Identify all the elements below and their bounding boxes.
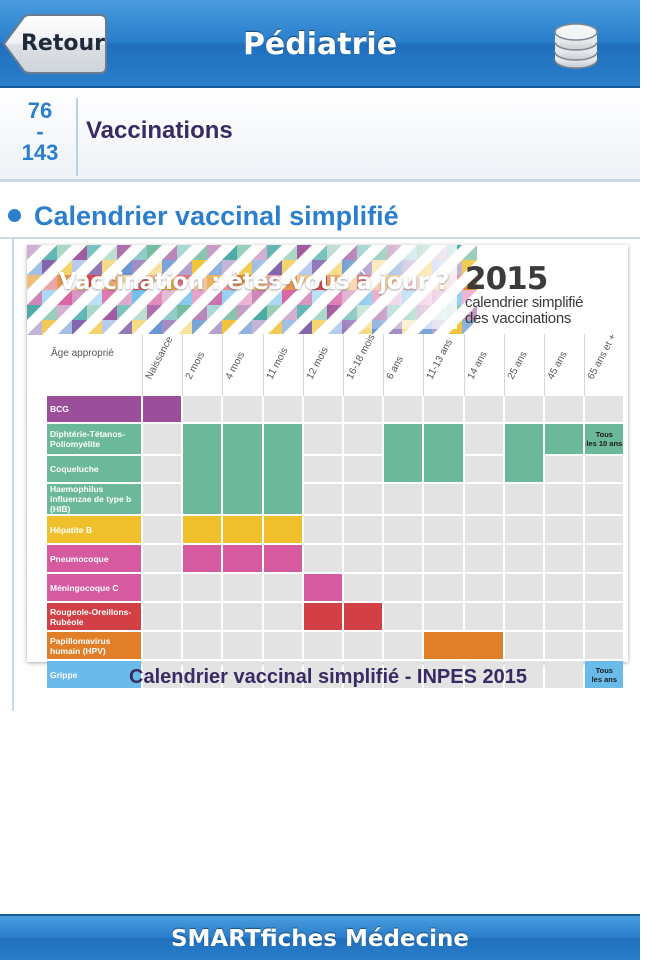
age-column-separator [303, 334, 304, 396]
vaccine-row-label [47, 516, 141, 543]
vaccine-row-label-line: influenzae de type b (HIB) [50, 494, 132, 514]
schedule-cell [384, 632, 422, 659]
schedule-cell [344, 516, 382, 543]
vaccine-row-label-line: Poliomyélite [50, 439, 101, 449]
dose-note-line: Tous [595, 665, 613, 675]
schedule-cell [304, 456, 342, 482]
dose-mark [384, 424, 422, 482]
vaccine-row-label-line: Hépatite B [50, 524, 93, 535]
age-column-separator [464, 334, 465, 396]
vaccine-row-label-line: Papillomavirus [50, 635, 111, 646]
section-title: Calendrier vaccinal simplifié [34, 201, 399, 231]
age-column-label: 11 mois [264, 345, 291, 382]
schedule-cell [304, 484, 342, 514]
schedule-cell [505, 574, 543, 601]
dose-mark [304, 574, 342, 601]
chapter-header [0, 90, 640, 182]
dose-note-line: les 10 ans [586, 439, 623, 448]
age-column-label: 14 ans [465, 349, 490, 382]
schedule-cell [545, 545, 583, 572]
schedule-cell [505, 516, 543, 543]
vaccine-row-label [47, 545, 141, 572]
schedule-cell [304, 545, 342, 572]
schedule-cell [505, 396, 543, 422]
age-column-label: 12 mois [304, 345, 331, 382]
schedule-cell [384, 574, 422, 601]
schedule-cell [505, 632, 543, 659]
schedule-cell [545, 396, 583, 422]
dose-note [585, 424, 623, 454]
dose-mark [223, 424, 261, 514]
schedule-cell [143, 424, 181, 454]
vaccine-row-label-line: Rubéole [50, 616, 84, 627]
schedule-cell [183, 574, 221, 601]
vaccine-row-label [47, 424, 141, 454]
vaccine-row-label-line: Haemophilus [50, 484, 104, 494]
age-column-label: 65 ans et + [585, 332, 619, 382]
banner-title: Vaccination : êtes-vous à jour ? [59, 269, 449, 295]
schedule-cell [465, 603, 503, 630]
dose-mark [304, 603, 342, 630]
schedule-cell [344, 396, 382, 422]
top-nav-bar [0, 0, 640, 88]
vaccine-row-label [47, 603, 141, 630]
vaccine-row-label-line: Rougeole-Oreillons- [50, 606, 132, 617]
schedule-cell [424, 484, 462, 514]
schedule-cell [465, 484, 503, 514]
back-button-label: Retour [20, 31, 105, 56]
schedule-cell [465, 456, 503, 482]
schedule-cell [384, 603, 422, 630]
schedule-cell [143, 574, 181, 601]
vaccine-row-label [47, 574, 141, 601]
range-separator: - [36, 119, 44, 144]
dose-mark [545, 424, 583, 454]
age-column-separator [504, 334, 505, 396]
schedule-cell [585, 603, 623, 630]
back-button[interactable] [2, 14, 108, 74]
dose-mark [505, 424, 543, 482]
dose-mark [183, 424, 221, 514]
schedule-cell [384, 545, 422, 572]
dose-note-line: Tous [595, 430, 613, 439]
calendar-subtitle-line1: calendrier simplifié [465, 294, 584, 311]
schedule-cell [465, 516, 503, 543]
schedule-cell [424, 516, 462, 543]
schedule-cell [585, 574, 623, 601]
age-header-label: Âge approprié [51, 348, 114, 359]
schedule-cell [264, 603, 302, 630]
vaccine-row-label-line: Méningocoque C [50, 582, 119, 593]
schedule-cell [143, 456, 181, 482]
schedule-cell [585, 516, 623, 543]
banner-tile [462, 245, 477, 260]
vaccine-row-label-line: BCG [50, 404, 69, 414]
age-column-label: Naissance [143, 334, 176, 382]
section-left-border [12, 239, 14, 711]
database-icon[interactable] [548, 20, 604, 72]
schedule-cell [143, 545, 181, 572]
schedule-cell [264, 574, 302, 601]
schedule-cell [143, 484, 181, 514]
schedule-cell [223, 574, 261, 601]
age-column-separator [343, 334, 344, 396]
schedule-cell [384, 396, 422, 422]
schedule-cell [465, 396, 503, 422]
dose-mark [264, 516, 302, 543]
calendar-year: 2015 [465, 261, 548, 297]
chapter-page-range [12, 100, 68, 163]
age-column-separator [222, 334, 223, 396]
vaccine-row-label-line: Coqueluche [50, 464, 99, 474]
schedule-cell [505, 603, 543, 630]
schedule-cell [143, 603, 181, 630]
schedule-cell [465, 545, 503, 572]
dose-note-line: les ans [591, 674, 617, 684]
age-column-label: 2 mois [183, 350, 208, 382]
schedule-cell [585, 396, 623, 422]
age-column-separator [584, 334, 585, 396]
schedule-cell [585, 456, 623, 482]
schedule-cell [585, 632, 623, 659]
schedule-cell [223, 396, 261, 422]
schedule-cell [585, 545, 623, 572]
age-column-separator [182, 334, 183, 396]
dose-mark [183, 545, 221, 572]
figure-caption: Calendrier vaccinal simplifié - INPES 2015 [129, 666, 527, 688]
schedule-cell [424, 603, 462, 630]
schedule-cell [223, 632, 261, 659]
schedule-cell [143, 632, 181, 659]
schedule-cell [304, 396, 342, 422]
schedule-cell [183, 603, 221, 630]
age-column-separator [383, 334, 384, 396]
schedule-cell [344, 574, 382, 601]
dose-mark [223, 545, 261, 572]
schedule-cell [465, 424, 503, 454]
age-column-label: 45 ans [545, 349, 570, 382]
age-column-separator [263, 334, 264, 396]
schedule-cell [304, 516, 342, 543]
vaccine-row-label-line: Pneumocoque [50, 553, 109, 564]
age-column-label: 4 mois [224, 350, 248, 382]
schedule-cell [344, 456, 382, 482]
schedule-cell [143, 516, 181, 543]
schedule-cell [344, 424, 382, 454]
dose-mark [424, 424, 462, 482]
schedule-cell [465, 574, 503, 601]
schedule-cell [384, 484, 422, 514]
schedule-cell [384, 516, 422, 543]
schedule-cell [545, 632, 583, 659]
schedule-cell [505, 545, 543, 572]
schedule-cell [424, 396, 462, 422]
page-title: Pédiatrie [242, 27, 398, 62]
schedule-cell [344, 484, 382, 514]
age-column-label: 25 ans [505, 349, 530, 382]
schedule-cell [304, 424, 342, 454]
calendar-subtitle [465, 295, 583, 327]
dose-mark [143, 396, 181, 422]
schedule-cell [424, 574, 462, 601]
schedule-cell [585, 484, 623, 514]
range-start: 76 [27, 98, 53, 123]
schedule-cell [264, 632, 302, 659]
dose-mark [264, 545, 302, 572]
vaccine-row-label-line: humain (HPV) [50, 645, 106, 656]
schedule-cell [223, 603, 261, 630]
dose-mark [183, 516, 221, 543]
vaccine-row-label [47, 632, 141, 659]
age-column-separator [423, 334, 424, 396]
dose-mark [424, 632, 502, 659]
age-column-label: 16-18 mois [344, 332, 378, 382]
age-column-label: 11-13 ans [425, 337, 456, 382]
chapter-title: Vaccinations [86, 117, 233, 144]
schedule-cell [545, 456, 583, 482]
schedule-cell [304, 632, 342, 659]
section-divider [0, 237, 640, 239]
vaccine-row-label [47, 484, 141, 514]
dose-mark [344, 603, 382, 630]
age-column-separator [544, 334, 545, 396]
vaccine-row-label [47, 396, 141, 422]
schedule-cell [183, 396, 221, 422]
schedule-cell [545, 574, 583, 601]
footer-bar [0, 914, 640, 960]
vaccine-row-label-line: Diphtérie-Tétanos- [50, 429, 126, 439]
schedule-cell [545, 516, 583, 543]
vaccine-row-label [47, 456, 141, 482]
schedule-cell [344, 632, 382, 659]
age-column-label: 6 ans [384, 354, 407, 382]
vaccine-row-label-line: Grippe [50, 669, 78, 680]
dose-mark [223, 516, 261, 543]
calendar-subtitle-line2: des vaccinations [465, 310, 572, 327]
schedule-cell [264, 396, 302, 422]
range-end: 143 [21, 140, 59, 165]
schedule-cell [344, 545, 382, 572]
footer-title: SMARTfiches Médecine [170, 926, 469, 952]
schedule-cell [505, 484, 543, 514]
chapter-divider [76, 98, 78, 176]
dose-mark [264, 424, 302, 514]
schedule-cell [183, 632, 221, 659]
age-column-separator [142, 334, 143, 396]
schedule-cell [424, 545, 462, 572]
schedule-cell [545, 484, 583, 514]
schedule-cell [545, 603, 583, 630]
section-bullet-icon [8, 209, 21, 222]
